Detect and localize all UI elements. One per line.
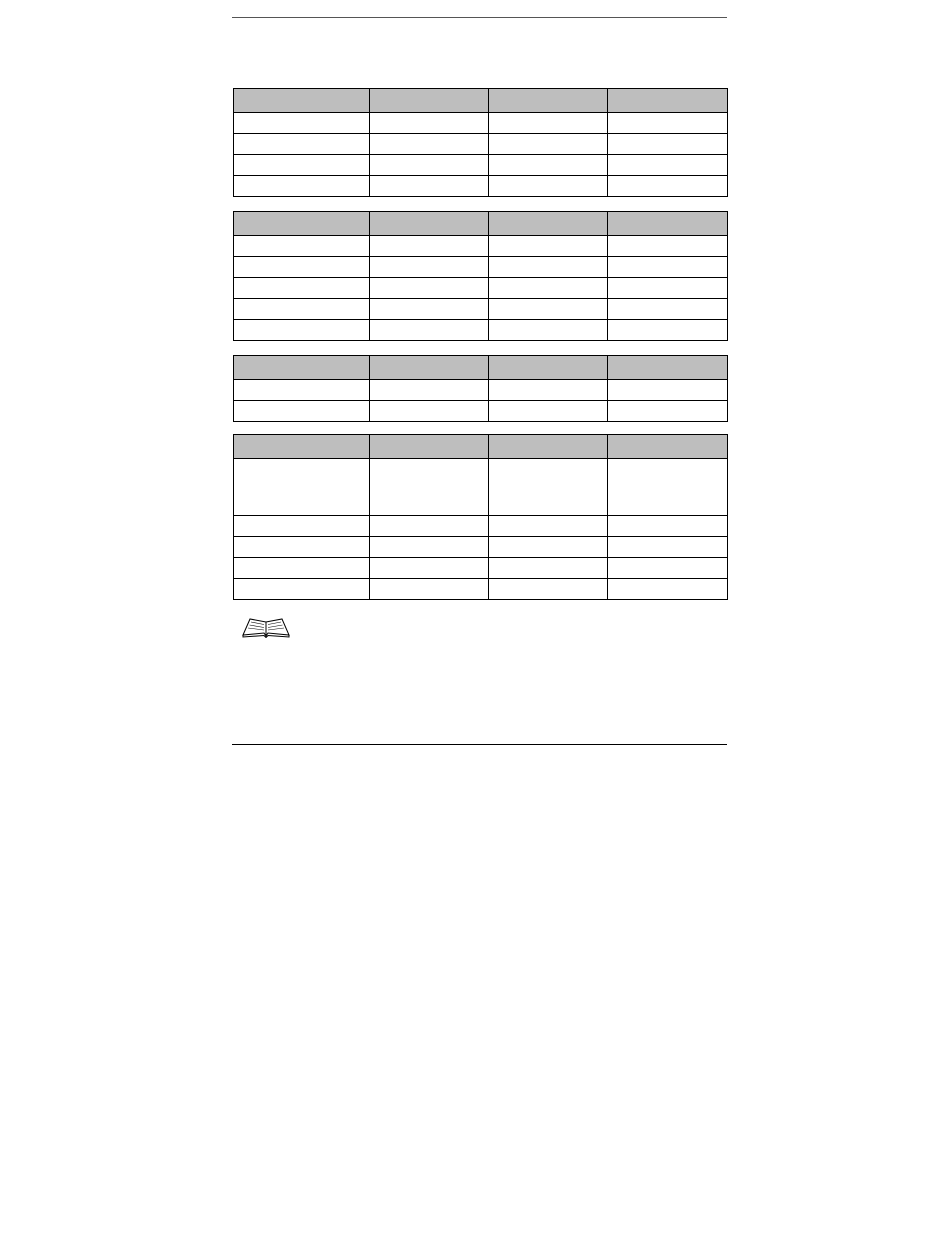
- table-cell: [234, 537, 370, 558]
- table-cell: [370, 155, 489, 176]
- table-header-row: [234, 89, 728, 113]
- header-cell: [489, 356, 608, 380]
- spec-table-4: [233, 434, 728, 600]
- table-row: [234, 155, 728, 176]
- table-cell: [608, 459, 728, 516]
- header-cell: [489, 435, 608, 459]
- table-cell: [370, 516, 489, 537]
- table-cell: [370, 380, 489, 401]
- table-row: [234, 320, 728, 341]
- table-cell: [370, 299, 489, 320]
- header-cell: [608, 435, 728, 459]
- header-cell: [608, 356, 728, 380]
- table-cell: [608, 299, 728, 320]
- table-cell: [370, 401, 489, 422]
- spec-table-1: [233, 88, 728, 197]
- header-cell: [370, 356, 489, 380]
- header-cell: [234, 212, 370, 236]
- table-cell: [234, 320, 370, 341]
- table-cell: [489, 516, 608, 537]
- table-cell: [370, 113, 489, 134]
- table-cell: [234, 579, 370, 600]
- table-cell: [608, 579, 728, 600]
- table-cell: [489, 537, 608, 558]
- table-cell: [234, 516, 370, 537]
- table-cell: [489, 134, 608, 155]
- table-cell: [370, 134, 489, 155]
- table-row: [234, 516, 728, 537]
- table-cell: [370, 558, 489, 579]
- spec-table-3: [233, 355, 728, 422]
- table-cell: [489, 278, 608, 299]
- table-cell: [234, 558, 370, 579]
- table-header-row: [234, 435, 728, 459]
- table-cell: [608, 155, 728, 176]
- table-cell: [234, 176, 370, 197]
- table-cell: [370, 176, 489, 197]
- table-cell: [234, 134, 370, 155]
- table-cell: [489, 257, 608, 278]
- table-cell: [370, 236, 489, 257]
- header-cell: [370, 89, 489, 113]
- table-cell: [370, 537, 489, 558]
- header-cell: [370, 212, 489, 236]
- table-cell: [234, 299, 370, 320]
- table-cell: [370, 459, 489, 516]
- table-cell: [608, 176, 728, 197]
- header-cell: [234, 89, 370, 113]
- table-cell: [370, 320, 489, 341]
- table-row: [234, 113, 728, 134]
- table-row: [234, 257, 728, 278]
- table-cell: [489, 113, 608, 134]
- table-header-row: [234, 212, 728, 236]
- table-row: [234, 236, 728, 257]
- table-row: [234, 558, 728, 579]
- book-icon: [241, 616, 291, 638]
- spec-table-2: [233, 211, 728, 341]
- table-row: [234, 401, 728, 422]
- table-cell: [489, 176, 608, 197]
- table-cell: [608, 113, 728, 134]
- table-cell: [234, 401, 370, 422]
- bottom-rule: [232, 744, 727, 745]
- table-row: [234, 380, 728, 401]
- table-cell: [234, 155, 370, 176]
- header-cell: [608, 212, 728, 236]
- table-row: [234, 176, 728, 197]
- table-header-row: [234, 356, 728, 380]
- table-cell: [608, 558, 728, 579]
- table-row: [234, 134, 728, 155]
- table-cell: [489, 380, 608, 401]
- table-cell: [370, 579, 489, 600]
- table-row: [234, 459, 728, 516]
- header-cell: [370, 435, 489, 459]
- header-cell: [489, 212, 608, 236]
- table-cell: [234, 236, 370, 257]
- table-cell: [608, 516, 728, 537]
- table-cell: [608, 134, 728, 155]
- table-cell: [608, 401, 728, 422]
- table-cell: [608, 380, 728, 401]
- table-row: [234, 537, 728, 558]
- table-cell: [234, 113, 370, 134]
- table-cell: [608, 278, 728, 299]
- header-cell: [234, 435, 370, 459]
- top-rule: [232, 17, 727, 18]
- table-cell: [489, 236, 608, 257]
- table-cell: [234, 459, 370, 516]
- table-cell: [489, 155, 608, 176]
- table-row: [234, 579, 728, 600]
- table-cell: [489, 459, 608, 516]
- table-cell: [234, 380, 370, 401]
- table-cell: [489, 320, 608, 341]
- header-cell: [608, 89, 728, 113]
- table-cell: [489, 558, 608, 579]
- table-cell: [608, 537, 728, 558]
- header-cell: [234, 356, 370, 380]
- table-cell: [489, 299, 608, 320]
- table-cell: [234, 278, 370, 299]
- table-cell: [370, 257, 489, 278]
- table-cell: [608, 320, 728, 341]
- table-row: [234, 278, 728, 299]
- table-cell: [489, 579, 608, 600]
- table-cell: [489, 401, 608, 422]
- table-cell: [370, 278, 489, 299]
- table-cell: [608, 236, 728, 257]
- table-cell: [608, 257, 728, 278]
- header-cell: [489, 89, 608, 113]
- table-row: [234, 299, 728, 320]
- table-cell: [234, 257, 370, 278]
